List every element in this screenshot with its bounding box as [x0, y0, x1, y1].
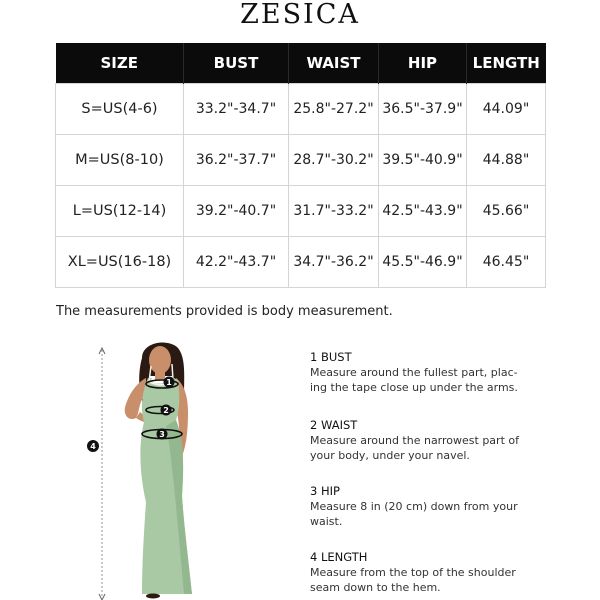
bust-cell: 36.2"-37.7": [184, 134, 289, 185]
length-cell: 44.88": [467, 134, 546, 185]
marker-2-label: 2: [163, 406, 169, 415]
marker-3-label: 3: [159, 430, 165, 439]
size-cell: M=US(8-10): [56, 134, 184, 185]
instruction-title: 3 HIP: [310, 484, 340, 498]
length-cell: 45.66": [467, 185, 546, 236]
marker-3: [157, 429, 168, 440]
instruction-title: 4 LENGTH: [310, 550, 368, 564]
instruction-text: Measure from the top of the shoulder: [310, 566, 516, 579]
face-shape: [149, 346, 171, 374]
instruction-waist: [310, 418, 540, 463]
waist-cell: 25.8"-27.2": [289, 83, 379, 134]
instruction-bust: [310, 350, 540, 395]
marker-1-label: 1: [166, 378, 172, 387]
table-row: [56, 83, 546, 134]
marker-4: [87, 440, 99, 452]
waist-cell: 28.7"-30.2": [289, 134, 379, 185]
neck-shape: [155, 370, 165, 380]
marker-2: [161, 405, 172, 416]
table-row: [56, 134, 546, 185]
measurement-note: The measurements provided is body measurement.: [56, 304, 393, 319]
instruction-text: waist.: [310, 515, 343, 528]
size-cell: XL=US(16-18): [56, 236, 184, 287]
header-size: SIZE: [56, 43, 184, 83]
table-row: [56, 185, 546, 236]
instruction-length: [310, 550, 540, 595]
instruction-text: seam down to the hem.: [310, 581, 441, 594]
waist-cell: 34.7"-36.2": [289, 236, 379, 287]
instruction-text: your body, under your navel.: [310, 449, 470, 462]
size-cell: L=US(12-14): [56, 185, 184, 236]
marker-1: [164, 377, 175, 388]
instruction-title: 1 BUST: [310, 350, 352, 364]
model-illustration: [80, 336, 260, 600]
header-bust: BUST: [184, 43, 289, 83]
instruction-text: Measure 8 in (20 cm) down from your: [310, 500, 518, 513]
table-header-row: [56, 43, 546, 83]
waist-cell: 31.7"-33.2": [289, 185, 379, 236]
instruction-text: ing the tape close up under the arms.: [310, 381, 518, 394]
header-length: LENGTH: [467, 43, 546, 83]
hip-cell: 36.5"-37.9": [379, 83, 467, 134]
header-hip: HIP: [379, 43, 467, 83]
instruction-title: 2 WAIST: [310, 418, 358, 432]
brand-logo: ZESICA: [240, 0, 360, 30]
shoe-shape: [146, 594, 160, 599]
bust-cell: 42.2"-43.7": [184, 236, 289, 287]
instruction-text: Measure around the narrowest part of: [310, 434, 519, 447]
bust-cell: 33.2"-34.7": [184, 83, 289, 134]
bust-cell: 39.2"-40.7": [184, 185, 289, 236]
length-cell: 44.09": [467, 83, 546, 134]
size-cell: S=US(4-6): [56, 83, 184, 134]
length-cell: 46.45": [467, 236, 546, 287]
header-waist: WAIST: [289, 43, 379, 83]
table-row: [56, 236, 546, 287]
instruction-hip: [310, 484, 540, 529]
size-chart-table: [55, 43, 546, 288]
marker-4-label: 4: [90, 442, 96, 451]
hip-cell: 39.5"-40.9": [379, 134, 467, 185]
model-figure: [80, 336, 260, 600]
hip-cell: 42.5"-43.9": [379, 185, 467, 236]
instruction-text: Measure around the fullest part, plac-: [310, 366, 518, 379]
hip-cell: 45.5"-46.9": [379, 236, 467, 287]
